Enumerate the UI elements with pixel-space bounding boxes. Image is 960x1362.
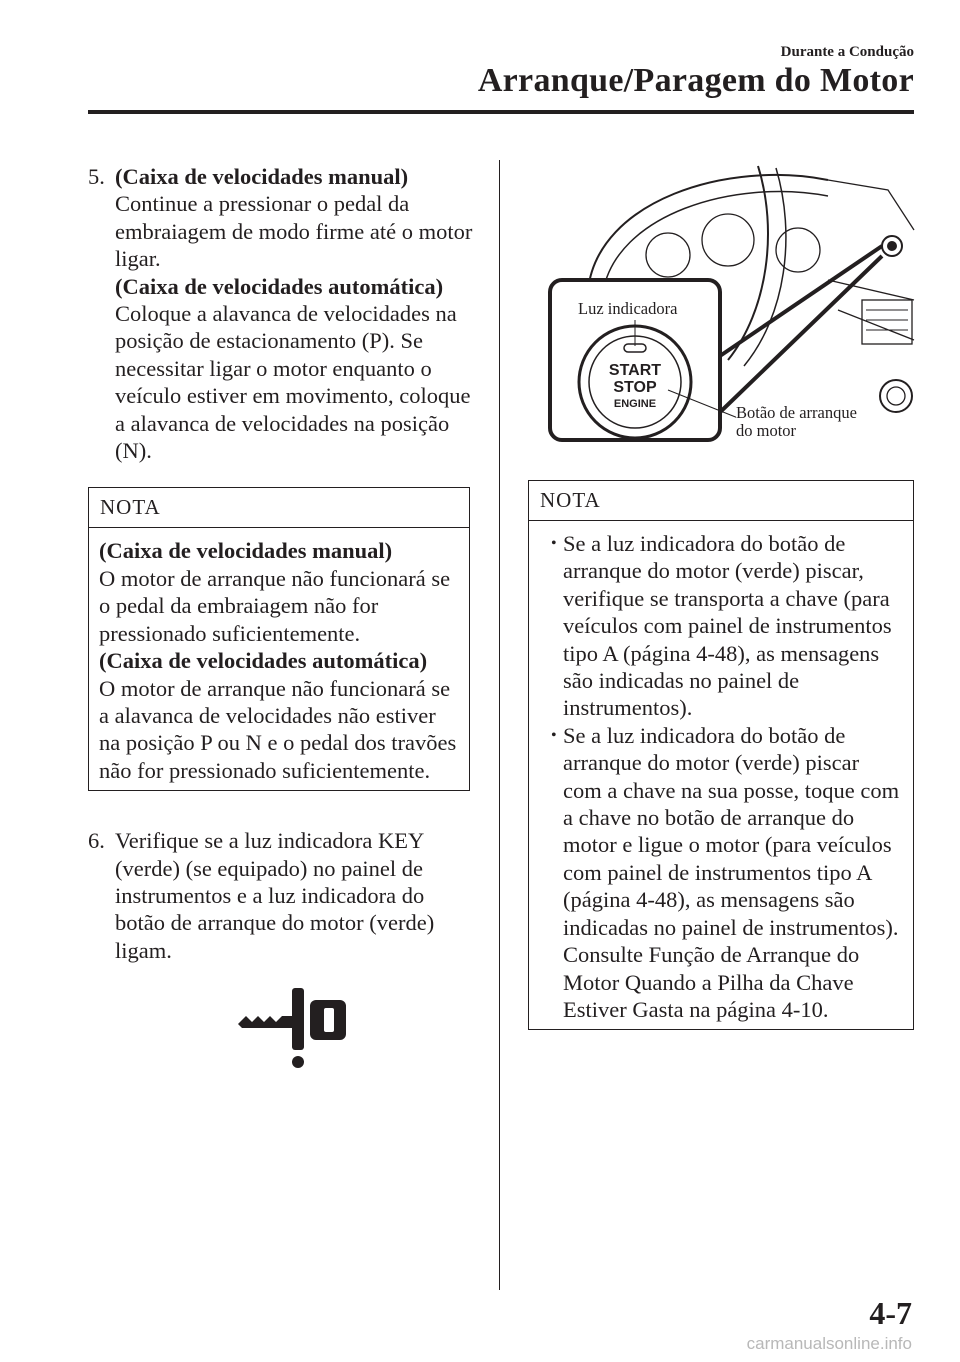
step-5	[88, 163, 473, 464]
light-indicator-label: Luz indicadora	[578, 299, 678, 318]
note-auto-text: O motor de arranque não funcionará se a alavanca de velocidades não estiver na posição P ou N e o pedal dos travões não for pressionado suficientemente.	[99, 675, 457, 783]
left-column	[88, 163, 473, 964]
note-box	[528, 480, 914, 1030]
note-bullet	[551, 530, 903, 722]
bullet-icon: •	[551, 726, 557, 744]
note-body	[89, 528, 469, 790]
page-number: 4-7	[869, 1295, 912, 1331]
bullet-icon: •	[551, 535, 557, 552]
note-bullet-text: Se a luz indicadora do botão de arranque do motor (verde) piscar com a chave na sua posse, toque com a chave no botão de arranque do motor e ligue o motor (para veículos com painel de instrumentos tipo A (página 4-48), as mensagens são indicadas no painel de instrumentos). Consulte Função de Arranque do Motor Quando a Pilha da Chave Estiver Gasta na página 4-10.	[563, 722, 900, 1022]
note-bullet	[551, 722, 903, 1023]
note-heading: NOTA	[529, 481, 913, 521]
step-auto-text: Coloque a alavanca de velocidades na posição de estacionamento (P). Se necessitar ligar o motor enquanto o veículo estiver em movimento, coloque a alavanca de velocidades na posição (N).	[115, 301, 471, 464]
step-text: Verifique se a luz indicadora KEY (verde) (se equipado) no painel de instrumentos e a luz indicadora do botão de arranque do motor (verde) ligam.	[115, 828, 435, 963]
watermark: carmanualsonline.info	[746, 1334, 912, 1353]
note-bullet-text: Se a luz indicadora do botão de arranque do motor (verde) piscar, verifique se transporta a chave (para veículos com painel de instrumentos tipo A (página 4-48), as mensagens são indicadas no painel de instrumentos).	[563, 531, 892, 721]
note-manual-text: O motor de arranque não funcionará se o pedal da embraiagem não for pressionado suficientemente.	[99, 565, 451, 646]
button-text-start: START	[608, 362, 662, 379]
step-number: 5.	[88, 164, 105, 189]
right-column	[528, 160, 916, 1030]
step-6	[88, 827, 473, 964]
key-indicator-icon	[234, 980, 354, 1070]
chapter-title: Arranque/Paragem do Motor	[477, 62, 914, 99]
engine-button-label-line1: Botão de arranque	[736, 403, 857, 422]
start-stop-figure	[528, 160, 918, 450]
section-title: Durante a Condução	[780, 44, 914, 60]
note-manual-heading: (Caixa de velocidades manual)	[99, 538, 393, 564]
button-text-engine: ENGINE	[613, 398, 657, 410]
header-rule	[88, 110, 914, 114]
button-text-stop: STOP	[613, 379, 657, 396]
step-manual-heading: (Caixa de velocidades manual)	[115, 164, 409, 189]
engine-button-label	[736, 404, 857, 440]
step-number: 6.	[88, 828, 105, 854]
note-body	[529, 521, 913, 1029]
note-box	[88, 487, 470, 791]
note-heading: NOTA	[89, 488, 469, 528]
step-auto-heading: (Caixa de velocidades automática)	[115, 273, 444, 299]
step-manual-text: Continue a pressionar o pedal da embraiagem de modo firme até o motor ligar.	[115, 191, 473, 272]
engine-button-label-line2: do motor	[736, 421, 797, 440]
column-divider	[499, 160, 500, 1290]
note-auto-heading: (Caixa de velocidades automática)	[99, 648, 428, 674]
